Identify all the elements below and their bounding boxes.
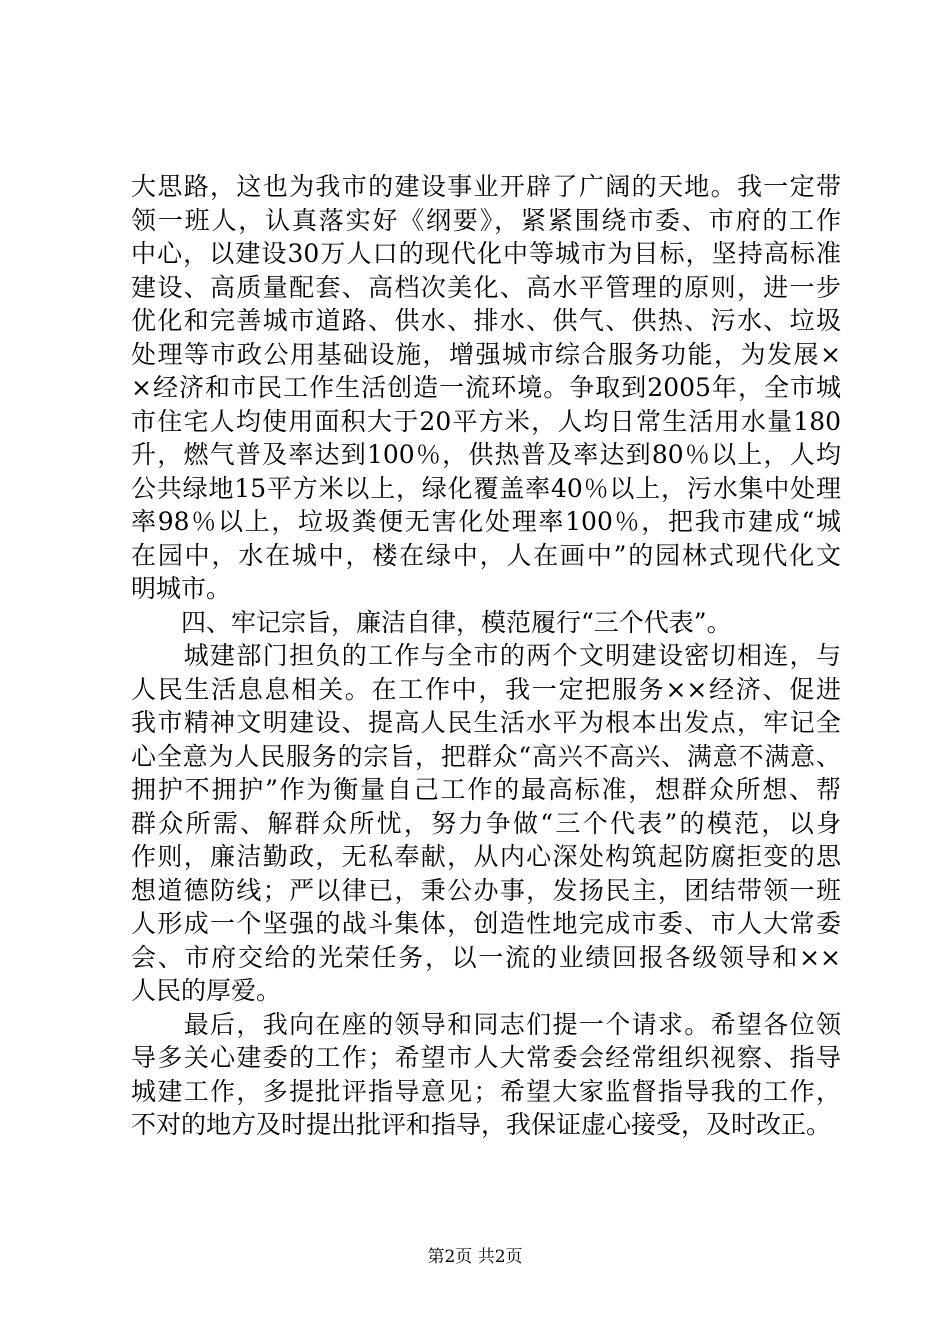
- text-line: ×经济和市民工作生活创造一流环境。争取到2005年，全市城: [131, 373, 841, 402]
- text-line: 率98％以上，垃圾粪便无害化处理率100％，把我市建成“城: [131, 507, 841, 536]
- text-line: 在园中，水在城中，楼在绿中，人在画中”的园林式现代化文: [131, 540, 841, 570]
- body-text: [131, 170, 841, 1142]
- page-footer: 第2页 共2页: [427, 1247, 523, 1267]
- text-line: 城建工作，多提批评指导意见；希望大家监督指导我的工作，: [131, 1076, 841, 1106]
- text-line: 会、市府交给的光荣任务，以一流的业绩回报各级领导和××: [131, 942, 841, 972]
- text-line: 导多关心建委的工作；希望市人大常委会经常组织视察、指导: [131, 1043, 841, 1072]
- text-line: 公共绿地15平方米以上，绿化覆盖率40％以上，污水集中处理: [131, 473, 841, 503]
- text-line: 优化和完善城市道路、供水、排水、供气、供热、污水、垃圾: [131, 306, 841, 335]
- text-line: 人民生活息息相关。在工作中，我一定把服务××经济、促进: [131, 674, 841, 704]
- text-line: 我市精神文明建设、提高人民生活水平为根本出发点，牢记全: [131, 708, 841, 737]
- text-line: 人民的厚爱。: [131, 976, 282, 1005]
- text-line: 最后，我向在座的领导和同志们提一个请求。希望各位领: [131, 1009, 841, 1039]
- text-line: 群众所需、解群众所忧，努力争做“三个代表”的模范，以身: [131, 808, 841, 838]
- text-line: 心全意为人民服务的宗旨，把群众“高兴不高兴、满意不满意、: [131, 741, 841, 771]
- text-line: 城建部门担负的工作与全市的两个文明建设密切相连，与: [131, 641, 841, 670]
- text-line: 建设、高质量配套、高档次美化、高水平管理的原则，进一步: [131, 272, 841, 302]
- text-line: 人形成一个坚强的战斗集体，创造性地完成市委、市人大常委: [131, 909, 841, 938]
- text-line: 明城市。: [131, 574, 232, 603]
- text-line: 作则，廉洁勤政，无私奉献，从内心深处构筑起防腐拒变的思: [131, 842, 841, 871]
- text-line: 中心，以建设30万人口的现代化中等城市为目标，坚持高标准: [131, 239, 841, 268]
- text-line: 升，燃气普及率达到100％，供热普及率达到80％以上，人均: [131, 440, 841, 469]
- text-line: 不对的地方及时提出批评和指导，我保证虚心接受，及时改正。: [131, 1110, 832, 1139]
- text-line: 四、牢记宗旨，廉洁自律，模范履行“三个代表”。: [131, 607, 732, 637]
- text-line: 大思路，这也为我市的建设事业开辟了广阔的天地。我一定带: [131, 172, 841, 201]
- text-line: 领一班人，认真落实好《纲要》，紧紧围绕市委、市府的工作: [131, 205, 841, 235]
- text-line: 拥护不拥护”作为衡量自己工作的最高标准，想群众所想、帮: [131, 775, 841, 804]
- text-line: 处理等市政公用基础设施，增强城市综合服务功能，为发展×: [131, 339, 841, 369]
- text-line: 市住宅人均使用面积大于20平方米，人均日常生活用水量180: [131, 406, 841, 436]
- text-line: 想道德防线；严以律已，秉公办事，发扬民主，团结带领一班: [131, 875, 841, 905]
